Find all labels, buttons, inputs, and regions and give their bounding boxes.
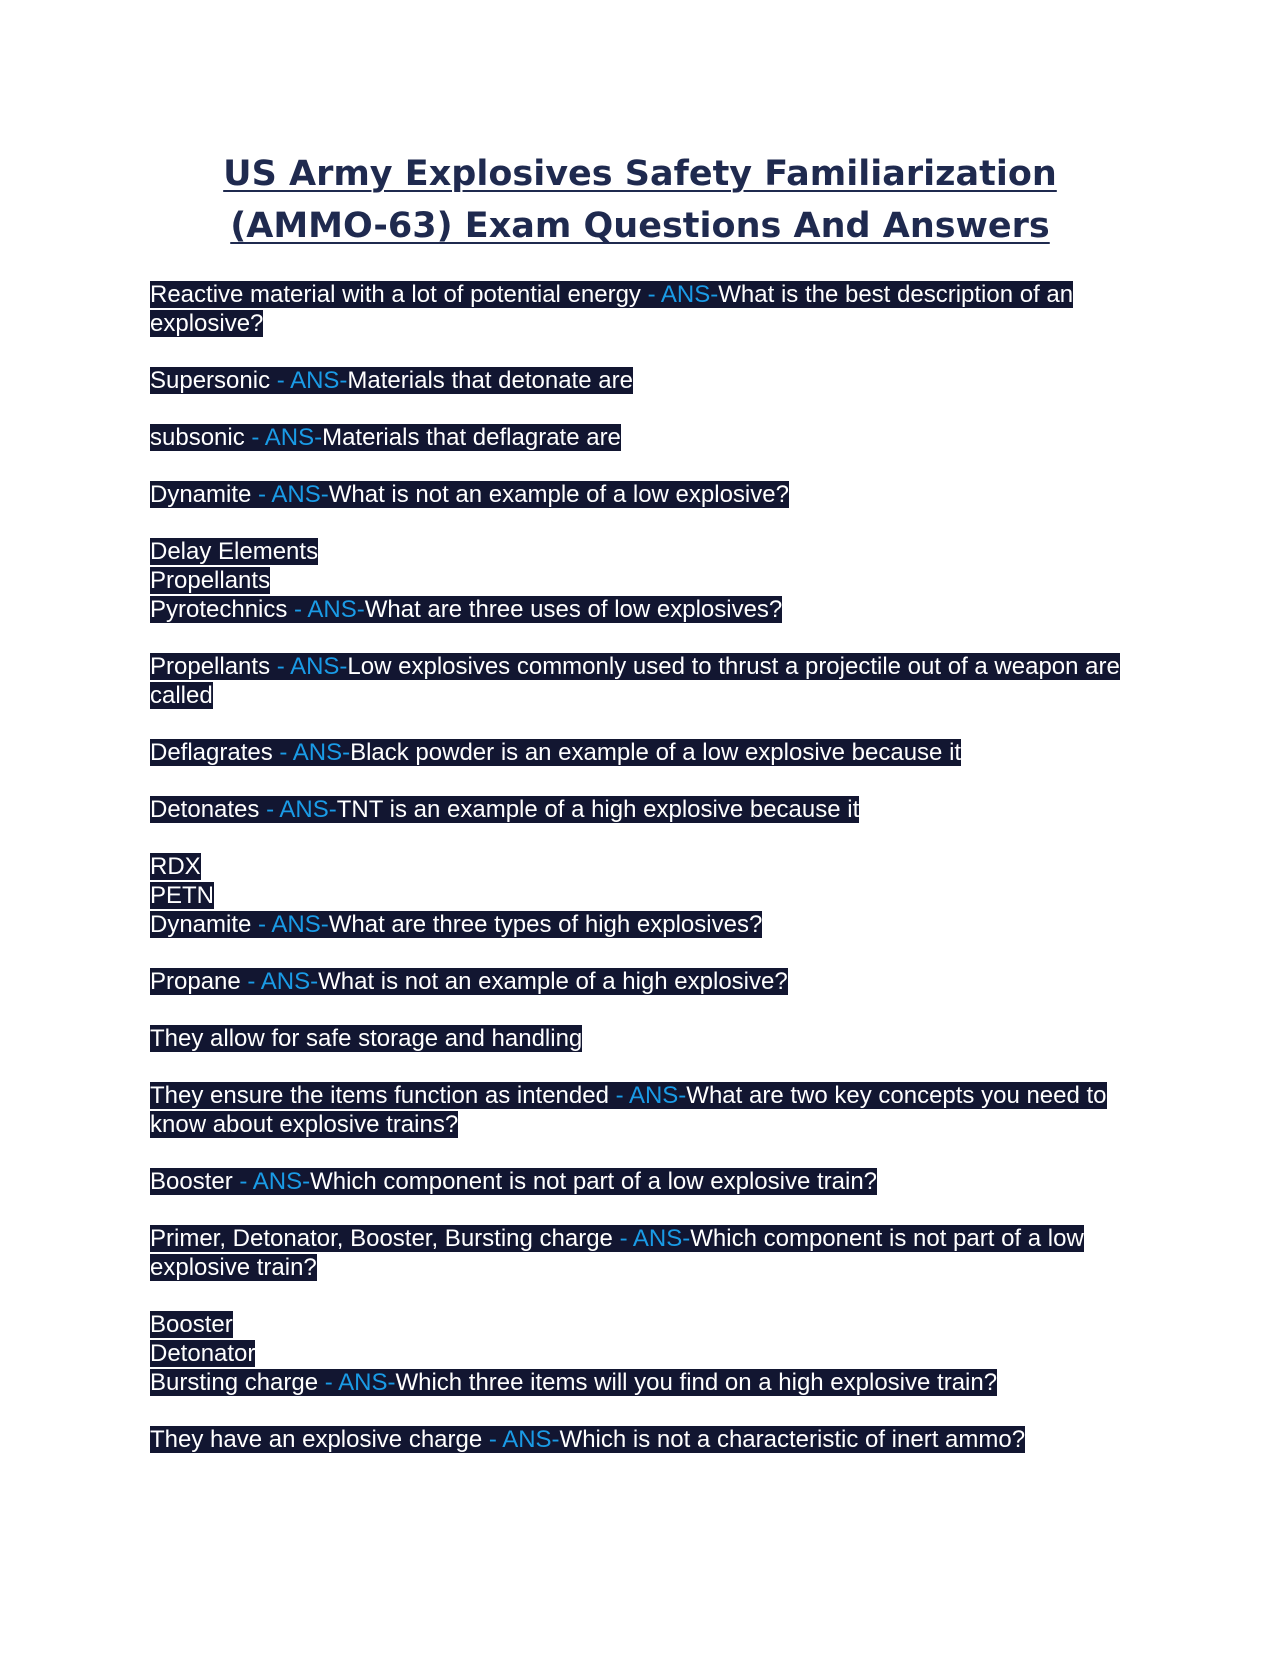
ans-marker: - ANS- <box>287 596 365 623</box>
qa-highlight <box>150 1025 582 1052</box>
qa-highlight <box>150 1082 1107 1138</box>
qa-entry <box>150 1310 1130 1397</box>
ans-marker: - ANS- <box>251 481 329 508</box>
question-text: TNT is an example of a high explosive because it <box>336 796 860 823</box>
ans-marker: - ANS- <box>240 968 319 995</box>
qa-highlight <box>150 1311 997 1396</box>
ans-marker: - ANS- <box>482 1426 560 1453</box>
answer-text: PETN <box>150 882 215 909</box>
answer-text: Deflagrates <box>150 739 273 766</box>
answer-text: Propellants <box>150 653 271 680</box>
qa-highlight <box>150 481 789 508</box>
ans-marker: - ANS- <box>318 1369 396 1396</box>
qa-entry <box>150 738 1130 767</box>
qa-entry <box>150 652 1130 710</box>
ans-marker: - ANS- <box>251 911 329 938</box>
answer-text: RDX <box>150 853 201 880</box>
qa-list <box>150 280 1130 1454</box>
answer-text: Dynamite <box>150 911 252 938</box>
question-text: Which three items will you find on a high explosive train? <box>395 1369 998 1396</box>
answer-text: Propane <box>150 968 241 995</box>
ans-marker: - ANS- <box>272 739 351 766</box>
ans-marker: - ANS- <box>244 424 323 451</box>
ans-marker: - ANS- <box>259 796 337 823</box>
question-text: What are two key concepts you need to know about explosive trains? <box>150 1082 1107 1138</box>
qa-entry <box>150 423 1130 452</box>
qa-entry <box>150 366 1130 395</box>
answer-text: Booster <box>150 1168 233 1195</box>
ans-marker: - ANS- <box>232 1168 311 1195</box>
answer-text: Pyrotechnics <box>150 596 288 623</box>
answer-text: Supersonic <box>150 367 271 394</box>
answer-text: Booster <box>150 1311 233 1338</box>
answer-text: subsonic <box>150 424 245 451</box>
question-text: What are three types of high explosives? <box>328 911 763 938</box>
document-page <box>150 148 1130 1482</box>
ans-marker: - ANS- <box>270 653 348 680</box>
answer-text: Propellants <box>150 567 271 594</box>
answer-text: They have an explosive charge <box>150 1426 483 1453</box>
qa-highlight <box>150 424 621 451</box>
qa-entry <box>150 852 1130 939</box>
answer-text: Delay Elements <box>150 538 319 565</box>
ans-marker: - ANS- <box>612 1225 691 1252</box>
qa-entry <box>150 480 1130 509</box>
qa-entry <box>150 1081 1130 1139</box>
qa-entry <box>150 1224 1130 1282</box>
ans-marker: - ANS- <box>270 367 348 394</box>
qa-entry <box>150 1425 1130 1454</box>
qa-highlight <box>150 796 859 823</box>
question-text: Materials that deflagrate are <box>322 424 621 451</box>
qa-highlight <box>150 653 1120 709</box>
answer-text: Detonates <box>150 796 260 823</box>
question-text: Which component is not part of a low explosive train? <box>310 1168 878 1195</box>
question-text: Which component is not part of a low explosive train? <box>150 1225 1084 1281</box>
answer-text: Detonator <box>150 1340 256 1367</box>
qa-highlight <box>150 1426 1025 1453</box>
qa-highlight <box>150 1225 1084 1281</box>
question-text: Materials that detonate are <box>347 367 633 394</box>
qa-highlight <box>150 367 633 394</box>
qa-highlight <box>150 281 1073 337</box>
question-text: Black powder is an example of a low explosive because it <box>350 739 962 766</box>
qa-highlight <box>150 739 961 766</box>
qa-entry <box>150 795 1130 824</box>
question-text: What is not an example of a low explosive? <box>328 481 789 508</box>
document-title: US Army Explosives Safety Familiarization (AMMO-63) Exam Questions And Answers <box>223 154 1057 246</box>
question-text: Which is not a characteristic of inert ammo? <box>559 1426 1026 1453</box>
answer-text: Reactive material with a lot of potential energy <box>150 281 641 308</box>
qa-entry <box>150 1024 1130 1053</box>
ans-marker: - ANS- <box>608 1082 687 1109</box>
qa-entry <box>150 280 1130 338</box>
question-text: What is the best description of an explosive? <box>150 281 1074 337</box>
question-text: What are three uses of low explosives? <box>364 596 783 623</box>
answer-text: They ensure the items function as intended <box>150 1082 609 1109</box>
qa-entry <box>150 967 1130 996</box>
answer-text: Primer, Detonator, Booster, Bursting charge <box>150 1225 613 1252</box>
answer-text: They allow for safe storage and handling <box>150 1025 583 1052</box>
ans-marker: - ANS- <box>640 281 719 308</box>
answer-text: Dynamite <box>150 481 252 508</box>
question-text: Low explosives commonly used to thrust a projectile out of a weapon are called <box>150 653 1120 709</box>
qa-highlight <box>150 853 762 938</box>
qa-entry <box>150 1167 1130 1196</box>
qa-highlight <box>150 1168 877 1195</box>
question-text: What is not an example of a high explosive? <box>318 968 788 995</box>
qa-highlight <box>150 968 788 995</box>
qa-entry <box>150 537 1130 624</box>
answer-text: Bursting charge <box>150 1369 319 1396</box>
qa-highlight <box>150 538 782 623</box>
